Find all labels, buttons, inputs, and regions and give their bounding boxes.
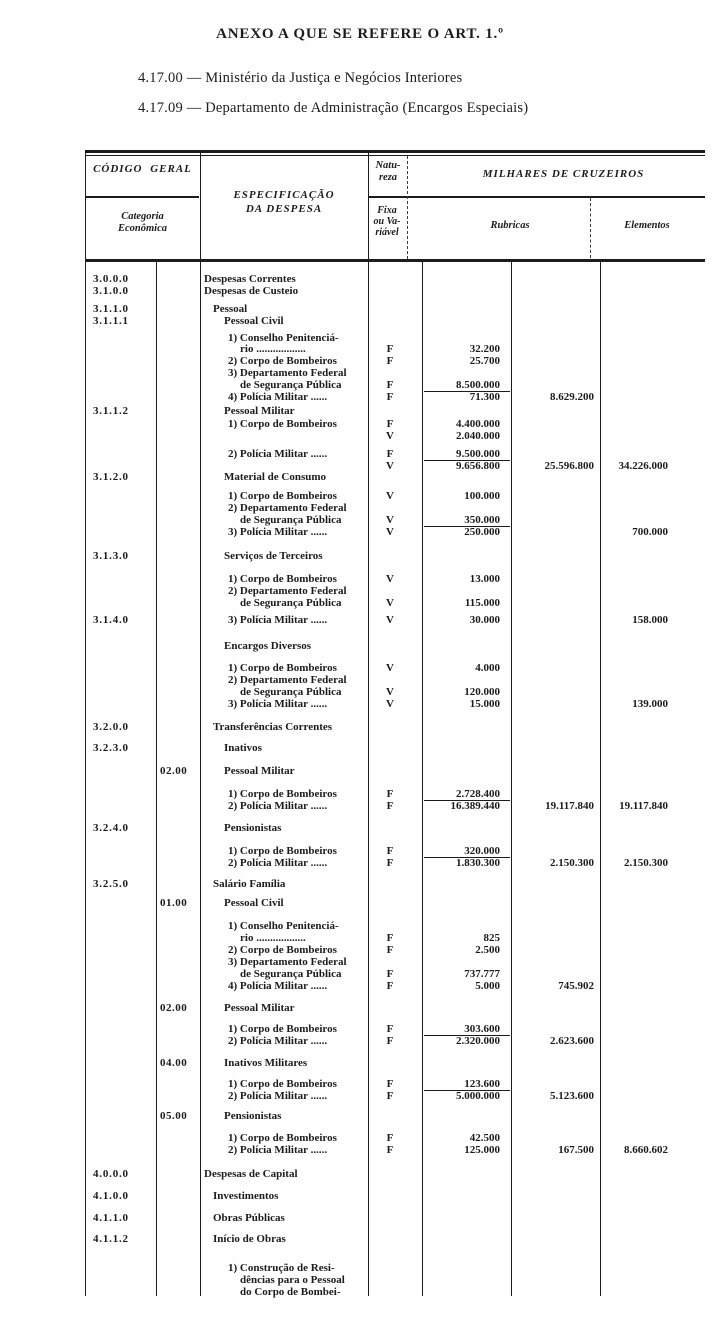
amount-cell: 42.500 xyxy=(469,1132,500,1144)
natureza-cell: V xyxy=(386,526,394,538)
natureza-cell: F xyxy=(386,968,394,980)
table-row xyxy=(0,573,720,585)
code-sub-cell: 04.00 xyxy=(160,1057,188,1069)
code-category-cell: 3.1.0.0 xyxy=(93,285,129,297)
description-cell: rio .................. xyxy=(240,932,306,944)
amount-cell: 4.000 xyxy=(475,662,500,674)
elemento-cell: 139.000 xyxy=(632,698,668,710)
description-cell: 1) Construção de Resi- xyxy=(228,1262,335,1274)
table-row xyxy=(0,662,720,674)
sum-rule xyxy=(424,857,510,870)
elemento-cell: 19.117.840 xyxy=(619,800,668,812)
code-category-cell: 3.2.3.0 xyxy=(93,742,129,754)
table-row xyxy=(0,597,720,609)
natureza-cell: F xyxy=(386,343,394,355)
description-cell: do Corpo de Bombei- xyxy=(240,1286,341,1298)
amount-cell: 1.830.300 xyxy=(456,857,500,869)
table-row xyxy=(0,932,720,944)
description-cell: 1) Corpo de Bombeiros xyxy=(228,1078,337,1090)
table-row xyxy=(0,765,720,777)
table-row xyxy=(0,514,720,526)
description-cell: de Segurança Pública xyxy=(240,686,342,698)
column-header-fixa-2: ou Va- xyxy=(373,216,401,227)
description-cell: 2) Departamento Federal xyxy=(228,585,347,597)
description-cell: 3) Polícia Militar ...... xyxy=(228,614,328,626)
table-row xyxy=(0,968,720,980)
description-cell: 2) Polícia Militar ...... xyxy=(228,1090,328,1102)
column-header-categoria: Categoria xyxy=(121,211,164,222)
description-cell: 3) Polícia Militar ...... xyxy=(228,526,328,538)
code-sub-cell: 02.00 xyxy=(160,1002,188,1014)
rubrica-cell: 745.902 xyxy=(558,980,594,992)
rubrica-cell: 8.629.200 xyxy=(550,391,594,403)
natureza-cell: V xyxy=(386,662,394,674)
table-row xyxy=(0,379,720,391)
table-row xyxy=(0,857,720,869)
amount-cell: 120.000 xyxy=(464,686,500,698)
natureza-cell: V xyxy=(386,514,394,526)
column-header-fixa-3: riável xyxy=(375,227,399,238)
description-cell: Pessoal Civil xyxy=(224,897,284,909)
table-row xyxy=(0,1144,720,1156)
table-row xyxy=(0,315,720,327)
code-category-cell: 4.1.1.2 xyxy=(93,1233,129,1245)
table-row xyxy=(0,944,720,956)
code-sub-cell: 01.00 xyxy=(160,897,188,909)
code-category-cell: 3.2.4.0 xyxy=(93,822,129,834)
rubrica-cell: 19.117.840 xyxy=(545,800,594,812)
amount-cell: 123.600 xyxy=(464,1078,500,1090)
table-row xyxy=(0,585,720,597)
amount-cell: 2.728.400 xyxy=(456,788,500,800)
code-category-cell: 3.1.1.0 xyxy=(93,303,129,315)
table-row xyxy=(0,614,720,626)
description-cell: 3) Departamento Federal xyxy=(228,956,347,968)
column-header-natureza-1: Natu- xyxy=(375,160,401,171)
rubrica-cell: 25.596.800 xyxy=(544,460,594,472)
sum-rule xyxy=(424,800,510,813)
table-row xyxy=(0,897,720,909)
table-row xyxy=(0,1190,720,1202)
table-row xyxy=(0,355,720,367)
table-row xyxy=(0,1132,720,1144)
amount-cell: 5.000.000 xyxy=(456,1090,500,1102)
amount-cell: 2.320.000 xyxy=(456,1035,500,1047)
amount-cell: 125.000 xyxy=(464,1144,500,1156)
description-cell: Serviços de Terceiros xyxy=(224,550,323,562)
table-row xyxy=(0,822,720,834)
column-header-fixa-1: Fixa xyxy=(377,205,397,216)
description-cell: Despesas de Capital xyxy=(204,1168,298,1180)
description-cell: Pensionistas xyxy=(224,822,282,834)
code-category-cell: 4.0.0.0 xyxy=(93,1168,129,1180)
table-row xyxy=(0,303,720,315)
column-header-rubricas: Rubricas xyxy=(490,220,530,231)
code-sub-cell: 02.00 xyxy=(160,765,188,777)
description-cell: Salário Família xyxy=(213,878,286,890)
description-cell: 1) Corpo de Bombeiros xyxy=(228,418,337,430)
description-cell: 1) Corpo de Bombeiros xyxy=(228,662,337,674)
description-cell: rio .................. xyxy=(240,343,306,355)
description-cell: de Segurança Pública xyxy=(240,514,342,526)
description-cell: Material de Consumo xyxy=(224,471,327,483)
description-cell: 2) Corpo de Bombeiros xyxy=(228,355,337,367)
amount-cell: 2.040.000 xyxy=(456,430,500,442)
code-category-cell: 3.1.4.0 xyxy=(93,614,129,626)
table-row xyxy=(0,1168,720,1180)
description-cell: 4) Polícia Militar ...... xyxy=(228,980,328,992)
description-cell: Obras Públicas xyxy=(213,1212,285,1224)
description-cell: 1) Corpo de Bombeiros xyxy=(228,1023,337,1035)
amount-cell: 71.300 xyxy=(469,391,500,403)
department-line: 4.17.09 — Departamento de Administração (Encargos Especiais) xyxy=(138,100,529,116)
column-header-natureza-2: reza xyxy=(378,172,398,183)
amount-cell: 9.500.000 xyxy=(456,448,500,460)
table-row xyxy=(0,1286,720,1298)
table-row xyxy=(0,405,720,417)
table-row xyxy=(0,526,720,538)
amount-cell: 30.000 xyxy=(469,614,500,626)
description-cell: Pensionistas xyxy=(224,1110,282,1122)
column-header-codigo-geral: CÓDIGO GERAL xyxy=(93,163,192,175)
table-row xyxy=(0,418,720,430)
natureza-cell: F xyxy=(386,1078,394,1090)
table-row xyxy=(0,367,720,379)
elemento-cell: 158.000 xyxy=(632,614,668,626)
table-row xyxy=(0,1274,720,1286)
table-row xyxy=(0,273,720,285)
sum-rule xyxy=(424,1090,510,1103)
description-cell: de Segurança Pública xyxy=(240,968,342,980)
natureza-cell: V xyxy=(386,573,394,585)
amount-cell: 350.000 xyxy=(464,514,500,526)
amount-cell: 115.000 xyxy=(464,597,500,609)
table-row xyxy=(0,1233,720,1245)
table-row xyxy=(0,640,720,652)
amount-cell: 15.000 xyxy=(469,698,500,710)
amount-cell: 25.700 xyxy=(469,355,500,367)
ministry-line: 4.17.00 — Ministério da Justiça e Negócios Interiores xyxy=(138,70,463,86)
description-cell: Início de Obras xyxy=(213,1233,286,1245)
description-cell: 1) Corpo de Bombeiros xyxy=(228,845,337,857)
amount-cell: 32.200 xyxy=(469,343,500,355)
amount-cell: 9.656.800 xyxy=(456,460,500,472)
page-title: ANEXO A QUE SE REFERE O ART. 1.º xyxy=(216,26,504,42)
description-cell: 4) Polícia Militar ...... xyxy=(228,391,328,403)
amount-cell: 250.000 xyxy=(464,526,500,538)
natureza-cell: F xyxy=(386,1035,394,1047)
code-category-cell: 3.2.0.0 xyxy=(93,721,129,733)
amount-cell: 8.500.000 xyxy=(456,379,500,391)
table-row xyxy=(0,490,720,502)
table-row xyxy=(0,845,720,857)
natureza-cell: F xyxy=(386,1090,394,1102)
code-sub-cell: 05.00 xyxy=(160,1110,188,1122)
amount-cell: 13.000 xyxy=(469,573,500,585)
column-header-economica: Econômica xyxy=(118,223,167,234)
natureza-cell: V xyxy=(386,430,394,442)
table-row xyxy=(0,721,720,733)
table-row xyxy=(0,1023,720,1035)
natureza-cell: F xyxy=(386,980,394,992)
column-header-da-despesa: DA DESPESA xyxy=(245,203,323,215)
table-row xyxy=(0,1078,720,1090)
description-cell: 2) Corpo de Bombeiros xyxy=(228,944,337,956)
description-cell: 2) Polícia Militar ...... xyxy=(228,1035,328,1047)
table-row xyxy=(0,285,720,297)
code-category-cell: 3.1.1.1 xyxy=(93,315,129,327)
natureza-cell: F xyxy=(386,1023,394,1035)
description-cell: 2) Polícia Militar ...... xyxy=(228,448,328,460)
description-cell: Investimentos xyxy=(213,1190,279,1202)
table-row xyxy=(0,698,720,710)
table-row xyxy=(0,788,720,800)
natureza-cell: F xyxy=(386,788,394,800)
table-row xyxy=(0,920,720,932)
natureza-cell: V xyxy=(386,460,394,472)
table-row xyxy=(0,1057,720,1069)
description-cell: 2) Polícia Militar ...... xyxy=(228,800,328,812)
code-category-cell: 4.1.0.0 xyxy=(93,1190,129,1202)
natureza-cell: F xyxy=(386,857,394,869)
description-cell: de Segurança Pública xyxy=(240,379,342,391)
description-cell: Encargos Diversos xyxy=(224,640,312,652)
table-row xyxy=(0,1110,720,1122)
description-cell: Inativos Militares xyxy=(224,1057,308,1069)
sum-rule xyxy=(424,526,510,539)
description-cell: 1) Corpo de Bombeiros xyxy=(228,788,337,800)
table-row xyxy=(0,674,720,686)
natureza-cell: V xyxy=(386,686,394,698)
code-category-cell: 3.2.5.0 xyxy=(93,878,129,890)
column-header-elementos: Elementos xyxy=(624,220,670,231)
rubrica-cell: 2.623.600 xyxy=(550,1035,594,1047)
description-cell: Transferências Correntes xyxy=(213,721,333,733)
amount-cell: 5.000 xyxy=(475,980,500,992)
natureza-cell: F xyxy=(386,379,394,391)
code-category-cell: 3.0.0.0 xyxy=(93,273,129,285)
natureza-cell: F xyxy=(386,845,394,857)
table-row xyxy=(0,448,720,460)
description-cell: Pessoal Militar xyxy=(224,765,295,777)
table-row xyxy=(0,1090,720,1102)
natureza-cell: F xyxy=(386,448,394,460)
natureza-cell: F xyxy=(386,355,394,367)
code-category-cell: 3.1.1.2 xyxy=(93,405,129,417)
amount-cell: 825 xyxy=(483,932,500,944)
natureza-cell: V xyxy=(386,490,394,502)
sum-rule xyxy=(424,1035,510,1048)
rubrica-cell: 2.150.300 xyxy=(550,857,594,869)
table-row xyxy=(0,550,720,562)
table-row xyxy=(0,800,720,812)
description-cell: Inativos xyxy=(224,742,262,754)
natureza-cell: V xyxy=(386,698,394,710)
elemento-cell: 2.150.300 xyxy=(624,857,668,869)
natureza-cell: F xyxy=(386,944,394,956)
natureza-cell: F xyxy=(386,418,394,430)
description-cell: 3) Polícia Militar ...... xyxy=(228,698,328,710)
sum-rule xyxy=(424,391,510,404)
description-cell: 2) Departamento Federal xyxy=(228,502,347,514)
table-row xyxy=(0,956,720,968)
rubrica-cell: 5.123.600 xyxy=(550,1090,594,1102)
natureza-cell: F xyxy=(386,800,394,812)
table-row xyxy=(0,980,720,992)
description-cell: dências para o Pessoal xyxy=(240,1274,345,1286)
description-cell: 1) Conselho Penitenciá- xyxy=(228,920,339,932)
description-cell: 2) Departamento Federal xyxy=(228,674,347,686)
description-cell: Despesas Correntes xyxy=(204,273,296,285)
description-cell: 1) Corpo de Bombeiros xyxy=(228,490,337,502)
amount-cell: 737.777 xyxy=(464,968,500,980)
description-cell: 1) Conselho Penitenciá- xyxy=(228,332,339,344)
natureza-cell: V xyxy=(386,597,394,609)
description-cell: 2) Polícia Militar ...... xyxy=(228,1144,328,1156)
elemento-cell: 700.000 xyxy=(632,526,668,538)
description-cell: Pessoal Civil xyxy=(224,315,284,327)
table-row xyxy=(0,343,720,355)
natureza-cell: F xyxy=(386,1132,394,1144)
table-row xyxy=(0,1035,720,1047)
code-category-cell: 3.1.2.0 xyxy=(93,471,129,483)
table-row xyxy=(0,686,720,698)
amount-cell: 16.389.440 xyxy=(450,800,500,812)
description-cell: 2) Polícia Militar ...... xyxy=(228,857,328,869)
table-row xyxy=(0,1002,720,1014)
description-cell: 3) Departamento Federal xyxy=(228,367,347,379)
table-row xyxy=(0,878,720,890)
description-cell: 1) Corpo de Bombeiros xyxy=(228,1132,337,1144)
natureza-cell: F xyxy=(386,391,394,403)
table-row xyxy=(0,1262,720,1274)
table-row xyxy=(0,502,720,514)
amount-cell: 100.000 xyxy=(464,490,500,502)
description-cell: Pessoal Militar xyxy=(224,405,295,417)
table-row xyxy=(0,430,720,442)
natureza-cell: F xyxy=(386,1144,394,1156)
elemento-cell: 34.226.000 xyxy=(618,460,668,472)
table-row xyxy=(0,391,720,403)
description-cell: Pessoal Militar xyxy=(224,1002,295,1014)
rubrica-cell: 167.500 xyxy=(558,1144,594,1156)
code-category-cell: 3.1.3.0 xyxy=(93,550,129,562)
description-cell: Despesas de Custeio xyxy=(204,285,299,297)
amount-cell: 2.500 xyxy=(475,944,500,956)
amount-cell: 4.400.000 xyxy=(456,418,500,430)
natureza-cell: F xyxy=(386,932,394,944)
column-header-especificacao: ESPECIFICAÇÃO xyxy=(233,189,335,201)
description-cell: 1) Corpo de Bombeiros xyxy=(228,573,337,585)
description-cell: de Segurança Pública xyxy=(240,597,342,609)
column-header-milhares: MILHARES DE CRUZEIROS xyxy=(482,168,645,180)
table-row xyxy=(0,471,720,483)
code-category-cell: 4.1.1.0 xyxy=(93,1212,129,1224)
natureza-cell: V xyxy=(386,614,394,626)
description-cell: Pessoal xyxy=(213,303,248,315)
amount-cell: 303.600 xyxy=(464,1023,500,1035)
amount-cell: 320.000 xyxy=(464,845,500,857)
table-row xyxy=(0,742,720,754)
table-row xyxy=(0,1212,720,1224)
elemento-cell: 8.660.602 xyxy=(624,1144,668,1156)
